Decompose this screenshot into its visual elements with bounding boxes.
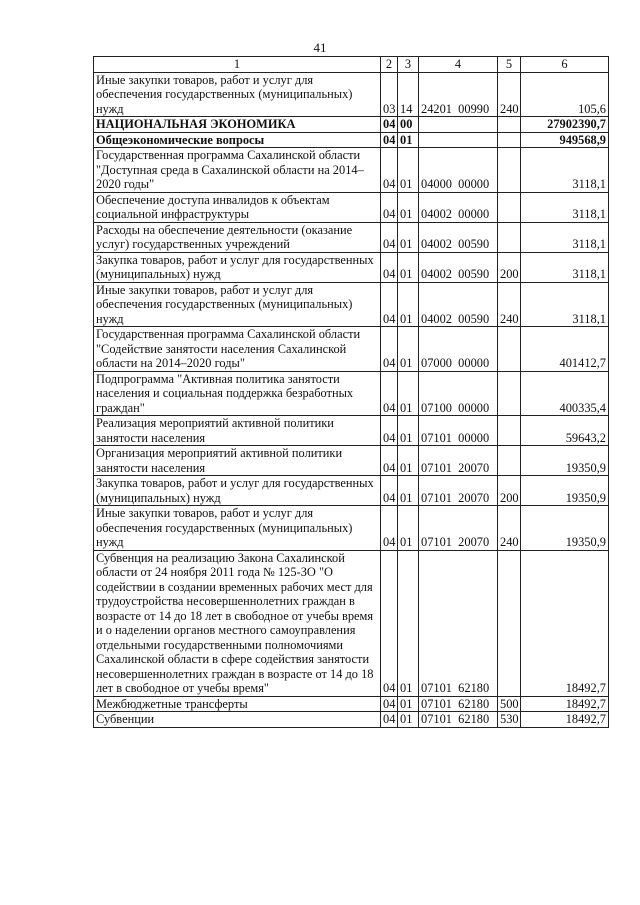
row-subsection-cell: 01 bbox=[398, 222, 419, 252]
row-section-cell: 04 bbox=[381, 506, 398, 551]
row-subsection-cell: 01 bbox=[398, 282, 419, 327]
row-sum-cell: 19350,9 bbox=[521, 476, 609, 506]
row-name-cell: Общеэкономические вопросы bbox=[94, 132, 381, 148]
header-row bbox=[94, 57, 609, 73]
table-row bbox=[94, 222, 609, 252]
row-target-article-cell: 07101 62180 bbox=[419, 712, 498, 728]
table-row bbox=[94, 192, 609, 222]
row-subsection-cell: 01 bbox=[398, 327, 419, 372]
row-sum-cell: 3118,1 bbox=[521, 282, 609, 327]
row-section-cell: 04 bbox=[381, 192, 398, 222]
row-name-cell: Закупка товаров, работ и услуг для государственных (муниципальных) нужд bbox=[94, 476, 381, 506]
row-name-cell: НАЦИОНАЛЬНАЯ ЭКОНОМИКА bbox=[94, 117, 381, 133]
row-name-cell: Подпрограмма "Активная политика занятости населения и социальная поддержка безработных граждан" bbox=[94, 371, 381, 416]
row-section-cell: 04 bbox=[381, 476, 398, 506]
header-col-target-article: 4 bbox=[419, 57, 498, 73]
row-sum-cell: 3118,1 bbox=[521, 252, 609, 282]
row-sum-cell: 27902390,7 bbox=[521, 117, 609, 133]
row-sum-cell: 401412,7 bbox=[521, 327, 609, 372]
row-subsection-cell: 01 bbox=[398, 506, 419, 551]
row-name-cell: Субвенции bbox=[94, 712, 381, 728]
row-subsection-cell: 01 bbox=[398, 446, 419, 476]
row-target-article-cell: 04002 00590 bbox=[419, 222, 498, 252]
table-row bbox=[94, 282, 609, 327]
row-expense-type-cell: 530 bbox=[498, 712, 521, 728]
row-expense-type-cell bbox=[498, 222, 521, 252]
row-name-cell: Расходы на обеспечение деятельности (оказание услуг) государственных учреждений bbox=[94, 222, 381, 252]
row-sum-cell: 59643,2 bbox=[521, 416, 609, 446]
table-row bbox=[94, 712, 609, 728]
row-expense-type-cell bbox=[498, 117, 521, 133]
row-sum-cell: 18492,7 bbox=[521, 696, 609, 712]
row-target-article-cell: 07101 62180 bbox=[419, 696, 498, 712]
row-sum-cell: 3118,1 bbox=[521, 148, 609, 193]
row-section-cell: 04 bbox=[381, 327, 398, 372]
table-row bbox=[94, 371, 609, 416]
row-target-article-cell: 04002 00590 bbox=[419, 282, 498, 327]
row-section-cell: 04 bbox=[381, 550, 398, 696]
table-row bbox=[94, 416, 609, 446]
row-subsection-cell: 01 bbox=[398, 476, 419, 506]
row-subsection-cell: 14 bbox=[398, 72, 419, 117]
row-section-cell: 04 bbox=[381, 222, 398, 252]
row-expense-type-cell bbox=[498, 371, 521, 416]
row-section-cell: 04 bbox=[381, 148, 398, 193]
row-name-cell: Субвенция на реализацию Закона Сахалинской области от 24 ноября 2011 года № 125-ЗО "О содействии в создании временных рабочих мест для трудоустройства несовершеннолетних граждан в возрасте от 14 до 18 лет в свободное от учебы время и о наделении органов местного самоуправления отдельными государственными полномочиями Сахалинской области в сфере содействия занятости несовершеннолетних граждан в возрасте от 14 до 18 лет в свободное от учебы время" bbox=[94, 550, 381, 696]
budget-table bbox=[93, 56, 609, 728]
row-expense-type-cell: 200 bbox=[498, 476, 521, 506]
row-subsection-cell: 01 bbox=[398, 192, 419, 222]
row-section-cell: 04 bbox=[381, 282, 398, 327]
table-row bbox=[94, 506, 609, 551]
row-expense-type-cell bbox=[498, 327, 521, 372]
row-target-article-cell: 07100 00000 bbox=[419, 371, 498, 416]
row-sum-cell: 400335,4 bbox=[521, 371, 609, 416]
row-name-cell: Обеспечение доступа инвалидов к объектам социальной инфраструктуры bbox=[94, 192, 381, 222]
row-subsection-cell: 01 bbox=[398, 550, 419, 696]
row-expense-type-cell: 500 bbox=[498, 696, 521, 712]
row-target-article-cell: 24201 00990 bbox=[419, 72, 498, 117]
row-sum-cell: 19350,9 bbox=[521, 506, 609, 551]
table-row bbox=[94, 476, 609, 506]
row-sum-cell: 3118,1 bbox=[521, 192, 609, 222]
row-section-cell: 04 bbox=[381, 252, 398, 282]
row-name-cell: Иные закупки товаров, работ и услуг для обеспечения государственных (муниципальных) нужд bbox=[94, 72, 381, 117]
row-subsection-cell: 01 bbox=[398, 148, 419, 193]
row-name-cell: Государственная программа Сахалинской области "Содействие занятости населения Сахалинской области на 2014–2020 годы" bbox=[94, 327, 381, 372]
row-sum-cell: 19350,9 bbox=[521, 446, 609, 476]
table-row bbox=[94, 117, 609, 133]
row-expense-type-cell bbox=[498, 416, 521, 446]
row-name-cell: Иные закупки товаров, работ и услуг для обеспечения государственных (муниципальных) нужд bbox=[94, 506, 381, 551]
header-col-subsection: 3 bbox=[398, 57, 419, 73]
row-subsection-cell: 00 bbox=[398, 117, 419, 133]
row-sum-cell: 3118,1 bbox=[521, 222, 609, 252]
row-expense-type-cell: 240 bbox=[498, 282, 521, 327]
row-subsection-cell: 01 bbox=[398, 712, 419, 728]
row-section-cell: 04 bbox=[381, 132, 398, 148]
row-section-cell: 04 bbox=[381, 696, 398, 712]
row-expense-type-cell bbox=[498, 132, 521, 148]
row-target-article-cell: 07101 00000 bbox=[419, 416, 498, 446]
row-target-article-cell: 04000 00000 bbox=[419, 148, 498, 193]
row-target-article-cell: 07101 20070 bbox=[419, 476, 498, 506]
row-target-article-cell: 07101 20070 bbox=[419, 446, 498, 476]
page-number: 41 bbox=[313, 40, 327, 55]
row-target-article-cell: 04002 00000 bbox=[419, 192, 498, 222]
row-name-cell: Организация мероприятий активной политики занятости населения bbox=[94, 446, 381, 476]
row-section-cell: 04 bbox=[381, 446, 398, 476]
row-subsection-cell: 01 bbox=[398, 252, 419, 282]
row-expense-type-cell bbox=[498, 192, 521, 222]
row-section-cell: 04 bbox=[381, 416, 398, 446]
row-name-cell: Реализация мероприятий активной политики занятости населения bbox=[94, 416, 381, 446]
header-col-sum: 6 bbox=[521, 57, 609, 73]
table-row bbox=[94, 327, 609, 372]
row-subsection-cell: 01 bbox=[398, 696, 419, 712]
row-expense-type-cell: 200 bbox=[498, 252, 521, 282]
row-section-cell: 04 bbox=[381, 117, 398, 133]
row-section-cell: 04 bbox=[381, 371, 398, 416]
row-sum-cell: 105,6 bbox=[521, 72, 609, 117]
row-name-cell: Государственная программа Сахалинской области "Доступная среда в Сахалинской области на 2014–2020 годы" bbox=[94, 148, 381, 193]
table-row bbox=[94, 148, 609, 193]
row-target-article-cell: 07101 62180 bbox=[419, 550, 498, 696]
row-expense-type-cell bbox=[498, 148, 521, 193]
row-subsection-cell: 01 bbox=[398, 371, 419, 416]
header-col-name: 1 bbox=[94, 57, 381, 73]
row-sum-cell: 949568,9 bbox=[521, 132, 609, 148]
row-expense-type-cell bbox=[498, 446, 521, 476]
row-sum-cell: 18492,7 bbox=[521, 712, 609, 728]
table-row bbox=[94, 696, 609, 712]
row-target-article-cell: 07000 00000 bbox=[419, 327, 498, 372]
row-target-article-cell bbox=[419, 117, 498, 133]
table-row bbox=[94, 446, 609, 476]
row-name-cell: Иные закупки товаров, работ и услуг для обеспечения государственных (муниципальных) нужд bbox=[94, 282, 381, 327]
table-row bbox=[94, 132, 609, 148]
row-section-cell: 04 bbox=[381, 712, 398, 728]
row-name-cell: Закупка товаров, работ и услуг для государственных (муниципальных) нужд bbox=[94, 252, 381, 282]
header-col-section: 2 bbox=[381, 57, 398, 73]
row-name-cell: Межбюджетные трансферты bbox=[94, 696, 381, 712]
table-row bbox=[94, 550, 609, 696]
row-section-cell: 03 bbox=[381, 72, 398, 117]
header-col-expense-type: 5 bbox=[498, 57, 521, 73]
row-target-article-cell: 04002 00590 bbox=[419, 252, 498, 282]
row-target-article-cell: 07101 20070 bbox=[419, 506, 498, 551]
row-expense-type-cell: 240 bbox=[498, 72, 521, 117]
row-subsection-cell: 01 bbox=[398, 416, 419, 446]
row-subsection-cell: 01 bbox=[398, 132, 419, 148]
table-header bbox=[94, 57, 609, 73]
row-expense-type-cell: 240 bbox=[498, 506, 521, 551]
table-body bbox=[94, 72, 609, 727]
row-target-article-cell bbox=[419, 132, 498, 148]
row-sum-cell: 18492,7 bbox=[521, 550, 609, 696]
table-row bbox=[94, 252, 609, 282]
table-row bbox=[94, 72, 609, 117]
row-expense-type-cell bbox=[498, 550, 521, 696]
